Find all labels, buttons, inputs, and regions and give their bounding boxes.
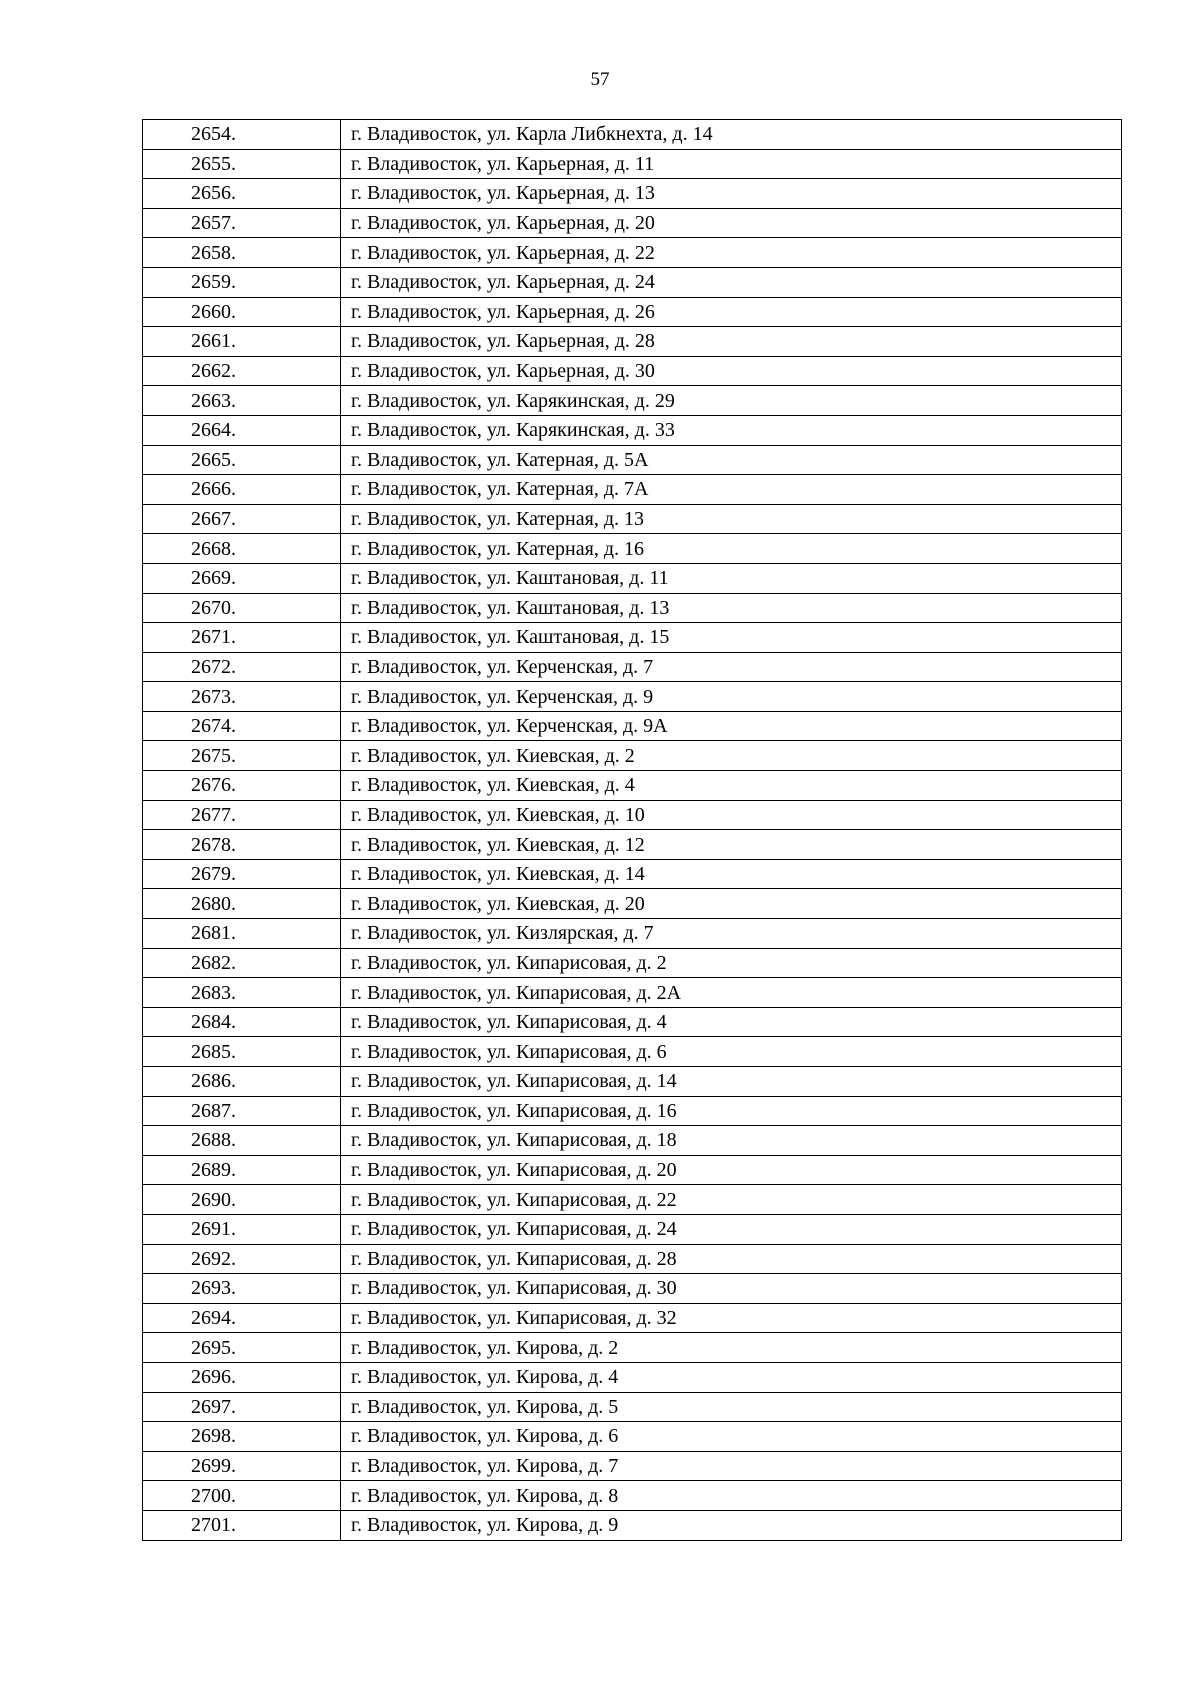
address-cell: г. Владивосток, ул. Каштановая, д. 11 [341,563,1122,593]
address-cell: г. Владивосток, ул. Катерная, д. 16 [341,534,1122,564]
address-cell: г. Владивосток, ул. Киевская, д. 20 [341,889,1122,919]
address-cell: г. Владивосток, ул. Керченская, д. 7 [341,652,1122,682]
row-number-cell: 2662. [143,356,341,386]
row-number-cell: 2675. [143,741,341,771]
row-number-cell: 2691. [143,1214,341,1244]
table-row [143,1244,1122,1274]
address-cell: г. Владивосток, ул. Кипарисовая, д. 4 [341,1007,1122,1037]
address-cell: г. Владивосток, ул. Киевская, д. 4 [341,771,1122,801]
address-cell: г. Владивосток, ул. Керченская, д. 9 [341,682,1122,712]
row-number-cell: 2685. [143,1037,341,1067]
page-number: 57 [590,69,610,90]
row-number-cell: 2681. [143,919,341,949]
address-cell: г. Владивосток, ул. Киевская, д. 10 [341,800,1122,830]
table-row [143,1067,1122,1097]
table-row [143,771,1122,801]
row-number-cell: 2655. [143,149,341,179]
table-row [143,800,1122,830]
address-cell: г. Владивосток, ул. Карьерная, д. 13 [341,179,1122,209]
table-row [143,1155,1122,1185]
table-row [143,297,1122,327]
address-cell: г. Владивосток, ул. Каштановая, д. 13 [341,593,1122,623]
address-cell: г. Владивосток, ул. Карякинская, д. 33 [341,415,1122,445]
row-number-cell: 2687. [143,1096,341,1126]
address-cell: г. Владивосток, ул. Карьерная, д. 20 [341,208,1122,238]
table-row [143,682,1122,712]
address-cell: г. Владивосток, ул. Кирова, д. 9 [341,1510,1122,1540]
row-number-cell: 2697. [143,1392,341,1422]
table-row [143,889,1122,919]
table-row [143,1481,1122,1511]
row-number-cell: 2654. [143,120,341,150]
table-row [143,1037,1122,1067]
address-table-body [143,120,1122,1541]
address-cell: г. Владивосток, ул. Карьерная, д. 22 [341,238,1122,268]
row-number-cell: 2686. [143,1067,341,1097]
table-row [143,1422,1122,1452]
row-number-cell: 2664. [143,415,341,445]
table-row [143,1185,1122,1215]
table-row [143,179,1122,209]
table-row [143,623,1122,653]
address-cell: г. Владивосток, ул. Кипарисовая, д. 22 [341,1185,1122,1215]
address-cell: г. Владивосток, ул. Катерная, д. 13 [341,504,1122,534]
address-cell: г. Владивосток, ул. Карякинская, д. 29 [341,386,1122,416]
row-number-cell: 2688. [143,1126,341,1156]
row-number-cell: 2699. [143,1451,341,1481]
table-row [143,593,1122,623]
address-cell: г. Владивосток, ул. Кипарисовая, д. 2А [341,978,1122,1008]
table-row [143,1214,1122,1244]
row-number-cell: 2665. [143,445,341,475]
table-row [143,120,1122,150]
address-cell: г. Владивосток, ул. Кипарисовая, д. 14 [341,1067,1122,1097]
row-number-cell: 2694. [143,1303,341,1333]
address-cell: г. Владивосток, ул. Карьерная, д. 11 [341,149,1122,179]
table-row [143,1096,1122,1126]
address-cell: г. Владивосток, ул. Кипарисовая, д. 20 [341,1155,1122,1185]
row-number-cell: 2671. [143,623,341,653]
row-number-cell: 2668. [143,534,341,564]
table-row [143,534,1122,564]
row-number-cell: 2680. [143,889,341,919]
table-row [143,267,1122,297]
row-number-cell: 2676. [143,771,341,801]
row-number-cell: 2682. [143,948,341,978]
row-number-cell: 2670. [143,593,341,623]
table-row [143,741,1122,771]
row-number-cell: 2672. [143,652,341,682]
row-number-cell: 2657. [143,208,341,238]
table-row [143,1126,1122,1156]
row-number-cell: 2656. [143,179,341,209]
row-number-cell: 2669. [143,563,341,593]
table-row [143,1007,1122,1037]
address-cell: г. Владивосток, ул. Катерная, д. 7А [341,475,1122,505]
address-cell: г. Владивосток, ул. Кипарисовая, д. 18 [341,1126,1122,1156]
table-row [143,1451,1122,1481]
row-number-cell: 2690. [143,1185,341,1215]
address-cell: г. Владивосток, ул. Кипарисовая, д. 2 [341,948,1122,978]
row-number-cell: 2700. [143,1481,341,1511]
address-cell: г. Владивосток, ул. Кирова, д. 5 [341,1392,1122,1422]
row-number-cell: 2693. [143,1274,341,1304]
table-row [143,386,1122,416]
table-row [143,1362,1122,1392]
address-cell: г. Владивосток, ул. Кипарисовая, д. 24 [341,1214,1122,1244]
table-row [143,1510,1122,1540]
row-number-cell: 2658. [143,238,341,268]
table-row [143,563,1122,593]
address-cell: г. Владивосток, ул. Карла Либкнехта, д. 14 [341,120,1122,150]
table-row [143,1274,1122,1304]
address-cell: г. Владивосток, ул. Киевская, д. 14 [341,859,1122,889]
table-row [143,475,1122,505]
address-cell: г. Владивосток, ул. Кирова, д. 2 [341,1333,1122,1363]
row-number-cell: 2698. [143,1422,341,1452]
table-row [143,711,1122,741]
address-cell: г. Владивосток, ул. Карьерная, д. 28 [341,327,1122,357]
address-cell: г. Владивосток, ул. Катерная, д. 5А [341,445,1122,475]
row-number-cell: 2684. [143,1007,341,1037]
row-number-cell: 2663. [143,386,341,416]
row-number-cell: 2666. [143,475,341,505]
address-cell: г. Владивосток, ул. Кипарисовая, д. 6 [341,1037,1122,1067]
row-number-cell: 2689. [143,1155,341,1185]
address-cell: г. Владивосток, ул. Киевская, д. 12 [341,830,1122,860]
table-row [143,948,1122,978]
row-number-cell: 2667. [143,504,341,534]
address-cell: г. Владивосток, ул. Киевская, д. 2 [341,741,1122,771]
row-number-cell: 2677. [143,800,341,830]
address-table [142,119,1122,1541]
address-cell: г. Владивосток, ул. Кипарисовая, д. 30 [341,1274,1122,1304]
row-number-cell: 2695. [143,1333,341,1363]
row-number-cell: 2661. [143,327,341,357]
address-cell: г. Владивосток, ул. Керченская, д. 9А [341,711,1122,741]
address-cell: г. Владивосток, ул. Карьерная, д. 24 [341,267,1122,297]
address-cell: г. Владивосток, ул. Карьерная, д. 30 [341,356,1122,386]
row-number-cell: 2692. [143,1244,341,1274]
row-number-cell: 2660. [143,297,341,327]
table-row [143,919,1122,949]
row-number-cell: 2659. [143,267,341,297]
address-cell: г. Владивосток, ул. Кирова, д. 8 [341,1481,1122,1511]
row-number-cell: 2696. [143,1362,341,1392]
address-cell: г. Владивосток, ул. Кипарисовая, д. 32 [341,1303,1122,1333]
table-row [143,208,1122,238]
address-cell: г. Владивосток, ул. Каштановая, д. 15 [341,623,1122,653]
address-cell: г. Владивосток, ул. Кипарисовая, д. 16 [341,1096,1122,1126]
table-row [143,238,1122,268]
row-number-cell: 2674. [143,711,341,741]
table-row [143,830,1122,860]
address-cell: г. Владивосток, ул. Кизлярская, д. 7 [341,919,1122,949]
address-cell: г. Владивосток, ул. Карьерная, д. 26 [341,297,1122,327]
table-row [143,415,1122,445]
row-number-cell: 2679. [143,859,341,889]
table-row [143,1392,1122,1422]
table-row [143,149,1122,179]
table-row [143,978,1122,1008]
table-row [143,1303,1122,1333]
row-number-cell: 2678. [143,830,341,860]
table-row [143,1333,1122,1363]
address-cell: г. Владивосток, ул. Кирова, д. 7 [341,1451,1122,1481]
table-row [143,504,1122,534]
address-cell: г. Владивосток, ул. Кирова, д. 6 [341,1422,1122,1452]
table-row [143,652,1122,682]
address-cell: г. Владивосток, ул. Кипарисовая, д. 28 [341,1244,1122,1274]
table-row [143,445,1122,475]
row-number-cell: 2701. [143,1510,341,1540]
table-row [143,859,1122,889]
row-number-cell: 2673. [143,682,341,712]
row-number-cell: 2683. [143,978,341,1008]
table-row [143,356,1122,386]
table-row [143,327,1122,357]
address-cell: г. Владивосток, ул. Кирова, д. 4 [341,1362,1122,1392]
